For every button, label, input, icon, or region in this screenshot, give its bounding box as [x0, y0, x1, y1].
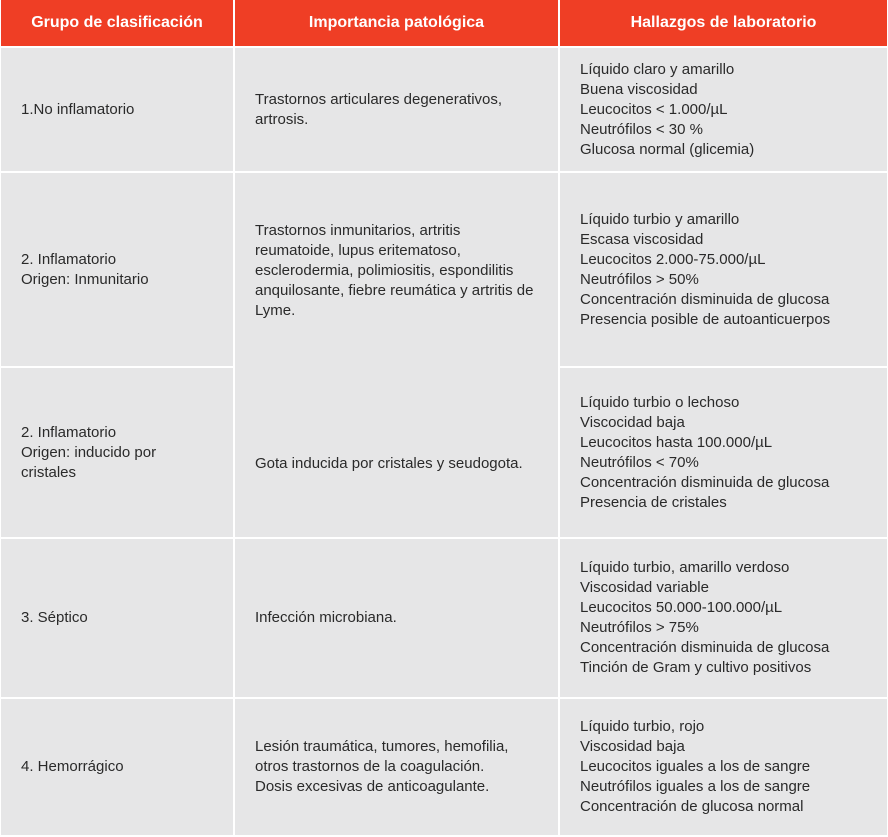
- lab-line: Escasa viscosidad: [580, 230, 704, 248]
- table-row: [1, 538, 887, 698]
- table-row: [1, 367, 887, 538]
- group-line: 3. Séptico: [21, 609, 88, 626]
- lab-cell: [559, 172, 887, 367]
- group-line: cristales: [21, 463, 77, 481]
- importance-line: Trastornos articulares degenerativos,: [255, 90, 503, 108]
- lab-line: Neutrófilos < 30 %: [580, 120, 703, 138]
- importance-cell: [234, 367, 559, 538]
- lab-line: Líquido turbio, amarillo verdoso: [580, 559, 790, 576]
- lab-line: Neutrófilos > 50%: [580, 270, 699, 288]
- importance-line: Gota inducida por cristales y seudogota.: [255, 455, 523, 472]
- importance-line: anquilosante, fiebre reumática y artritis de: [255, 282, 534, 299]
- group-line: 2. Inflamatorio: [21, 250, 117, 268]
- group-line: 4. Hemorrágico: [21, 758, 124, 775]
- lab-line: Tinción de Gram y cultivo positivos: [580, 659, 812, 676]
- lab-cell: [559, 538, 887, 698]
- lab-line: Neutrófilos iguales a los de sangre: [580, 778, 811, 795]
- table-row: [1, 47, 887, 172]
- importance-line: Dosis excesivas de anticoagulante.: [255, 778, 490, 795]
- table-row: [1, 172, 887, 367]
- lab-cell: [559, 47, 887, 172]
- importance-line: esclerodermia, polimiositis, espondilitis: [255, 262, 514, 279]
- group-line: 2. Inflamatorio: [21, 423, 117, 441]
- header-group: Grupo de clasificación: [1, 0, 234, 47]
- lab-line: Presencia posible de autoanticuerpos: [580, 310, 831, 328]
- lab-line: Viscosidad baja: [580, 738, 685, 755]
- lab-line: Leucocitos 2.000-75.000/µL: [580, 250, 766, 268]
- lab-cell: [559, 367, 887, 538]
- group-line: 1.No inflamatorio: [21, 100, 135, 118]
- importance-line: reumatoide, lupus eritematoso,: [255, 242, 461, 259]
- classification-table: [1, 0, 887, 837]
- lab-line: Líquido turbio y amarillo: [580, 210, 740, 228]
- lab-line: Buena viscosidad: [580, 80, 698, 98]
- lab-line: Leucocitos < 1.000/µL: [580, 100, 728, 118]
- importance-cell: [234, 698, 559, 836]
- lab-line: Presencia de cristales: [580, 493, 727, 511]
- table-row: [1, 698, 887, 836]
- group-line: Origen: Inmunitario: [21, 270, 149, 288]
- lab-line: Líquido claro y amarillo: [580, 60, 735, 78]
- group-cell: [1, 538, 234, 698]
- importance-line: Trastornos inmunitarios, artritis: [255, 222, 461, 239]
- group-cell: [1, 172, 234, 367]
- importance-cell: [234, 538, 559, 698]
- lab-line: Viscosidad variable: [580, 579, 709, 596]
- group-cell: [1, 698, 234, 836]
- lab-line: Leucocitos 50.000-100.000/µL: [580, 599, 783, 616]
- lab-line: Concentración disminuida de glucosa: [580, 639, 830, 656]
- lab-line: Neutrófilos < 70%: [580, 453, 699, 471]
- group-cell: [1, 367, 234, 538]
- lab-cell: [559, 698, 887, 836]
- lab-line: Viscocidad baja: [580, 413, 685, 431]
- header-lab: Hallazgos de laboratorio: [559, 0, 887, 47]
- importance-line: Lyme.: [255, 302, 296, 319]
- lab-line: Concentración disminuida de glucosa: [580, 473, 830, 491]
- importance-line: artrosis.: [255, 110, 309, 128]
- importance-line: Lesión traumática, tumores, hemofilia,: [255, 738, 509, 755]
- header-importance: Importancia patológica: [234, 0, 559, 47]
- importance-cell: [234, 47, 559, 172]
- lab-line: Líquido turbio o lechoso: [580, 393, 740, 411]
- importance-cell: [234, 172, 559, 367]
- lab-line: Concentración disminuida de glucosa: [580, 290, 830, 308]
- header-row: [1, 0, 887, 47]
- lab-line: Concentración de glucosa normal: [580, 798, 804, 815]
- importance-line: otros trastornos de la coagulación.: [255, 758, 485, 775]
- importance-line: Infección microbiana.: [255, 609, 397, 626]
- group-line: Origen: inducido por: [21, 443, 157, 461]
- lab-line: Leucocitos hasta 100.000/µL: [580, 433, 773, 451]
- lab-line: Leucocitos iguales a los de sangre: [580, 758, 811, 775]
- lab-line: Glucosa normal (glicemia): [580, 140, 755, 158]
- lab-line: Líquido turbio, rojo: [580, 718, 705, 735]
- group-cell: [1, 47, 234, 172]
- lab-line: Neutrófilos > 75%: [580, 619, 699, 636]
